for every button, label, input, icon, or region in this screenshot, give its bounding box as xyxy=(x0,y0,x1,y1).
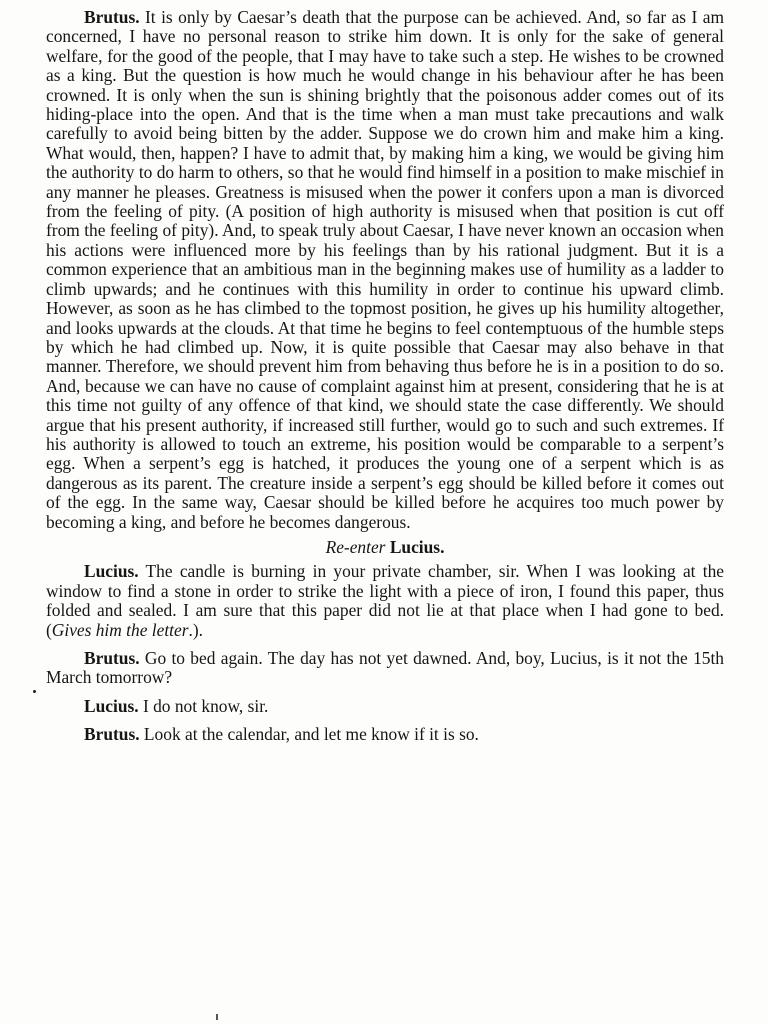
stage-character: Lucius. xyxy=(389,536,445,557)
brutus-speech-paragraph xyxy=(46,649,724,688)
inline-stage-direction: Gives him the letter xyxy=(51,619,189,640)
lucius-speech-paragraph xyxy=(46,697,724,716)
stage-direction xyxy=(46,538,724,557)
speech-text-closing: .). xyxy=(188,619,203,640)
speech-text: The candle is burning in your private chamber, sir. When I was looking at the window to find a stone in order to strike the light with a piece of iron, I found this paper, thus folded and sealed. I am sure that this paper did not lie at that place when I had gone to bed. ( xyxy=(46,561,724,640)
speaker-name: Brutus. xyxy=(84,724,140,745)
speech-text: Go to bed again. The day has not yet dawned. And, boy, Lucius, is it not the 15th March tomorrow? xyxy=(46,648,724,688)
speech-text: I do not know, sir. xyxy=(138,695,269,716)
lucius-speech-paragraph xyxy=(46,562,724,640)
brutus-speech-paragraph xyxy=(46,8,724,532)
print-speck-mark xyxy=(33,690,36,693)
brutus-speech-paragraph xyxy=(46,725,724,744)
speaker-name: Brutus. xyxy=(84,7,140,27)
speaker-name: Lucius. xyxy=(84,695,139,716)
speaker-name: Brutus. xyxy=(84,648,140,668)
speech-text: Look at the calendar, and let me know if it is so. xyxy=(139,724,479,745)
print-speck-mark xyxy=(216,1014,218,1020)
stage-action: Re-enter xyxy=(325,536,386,557)
speaker-name: Lucius. xyxy=(84,561,139,582)
speech-text: It is only by Caesar’s death that the purpose can be achieved. And, so far as I am concerned, I have no personal reason to strike him down. It is only for the sake of general welfare, for the good of the people, that I may have to take such a step. He wishes to be crowned as a king. But the question is how much he would change in his behaviour after he has been crowned. It is only when the sun is shining brightly that the poisonous adder comes out of its hiding-place into the open. And that is the time when a man must take precautions and walk carefully to avoid being bitten by the adder. Suppose we do crown him and make him a king. What would, then, happen? I have to admit that, by making him a king, we would be giving him the authority to do harm to others, so that he would find himself in a position to make mischief in any manner he pleases. Greatness is misused when the power it confers upon a man is divorced from the feeling of pity. (A position of high authority is misused when that position is cut off from the feeling of pity). And, to speak truly about Caesar, I have never known an occasion when his actions were influenced more by his feelings than by his rational judgment. But it is a common experience that an ambitious man in the beginning makes use of humility as a ladder to climb upwards; and he continues with this humility in order to continue his upward climb. However, as soon as he has climbed to the topmost position, he gives up his humility altogether, and looks upwards at the clouds. At that time he begins to feel contemptuous of the humble steps by which he had climbed up. Now, it is quite possible that Caesar may also behave in that manner. Therefore, we should prevent him from behaving thus before he is in a position to do so. And, because we can have no cause of complaint against him at present, considering that he is at this time not guilty of any offence of that kind, we should state the case differently. We should argue that his present authority, if increased still further, would go to such and such extremes. If his authority is allowed to touch an extreme, his position would be comparable to a serpent’s egg. When a serpent’s egg is hatched, it produces the young one of a serpent which is as dangerous as its parent. The creature inside a serpent’s egg should be killed before it comes out of the egg. In the same way, Caesar should be killed before he acquires too much power by becoming a king, and before he becomes dangerous. xyxy=(46,7,724,532)
